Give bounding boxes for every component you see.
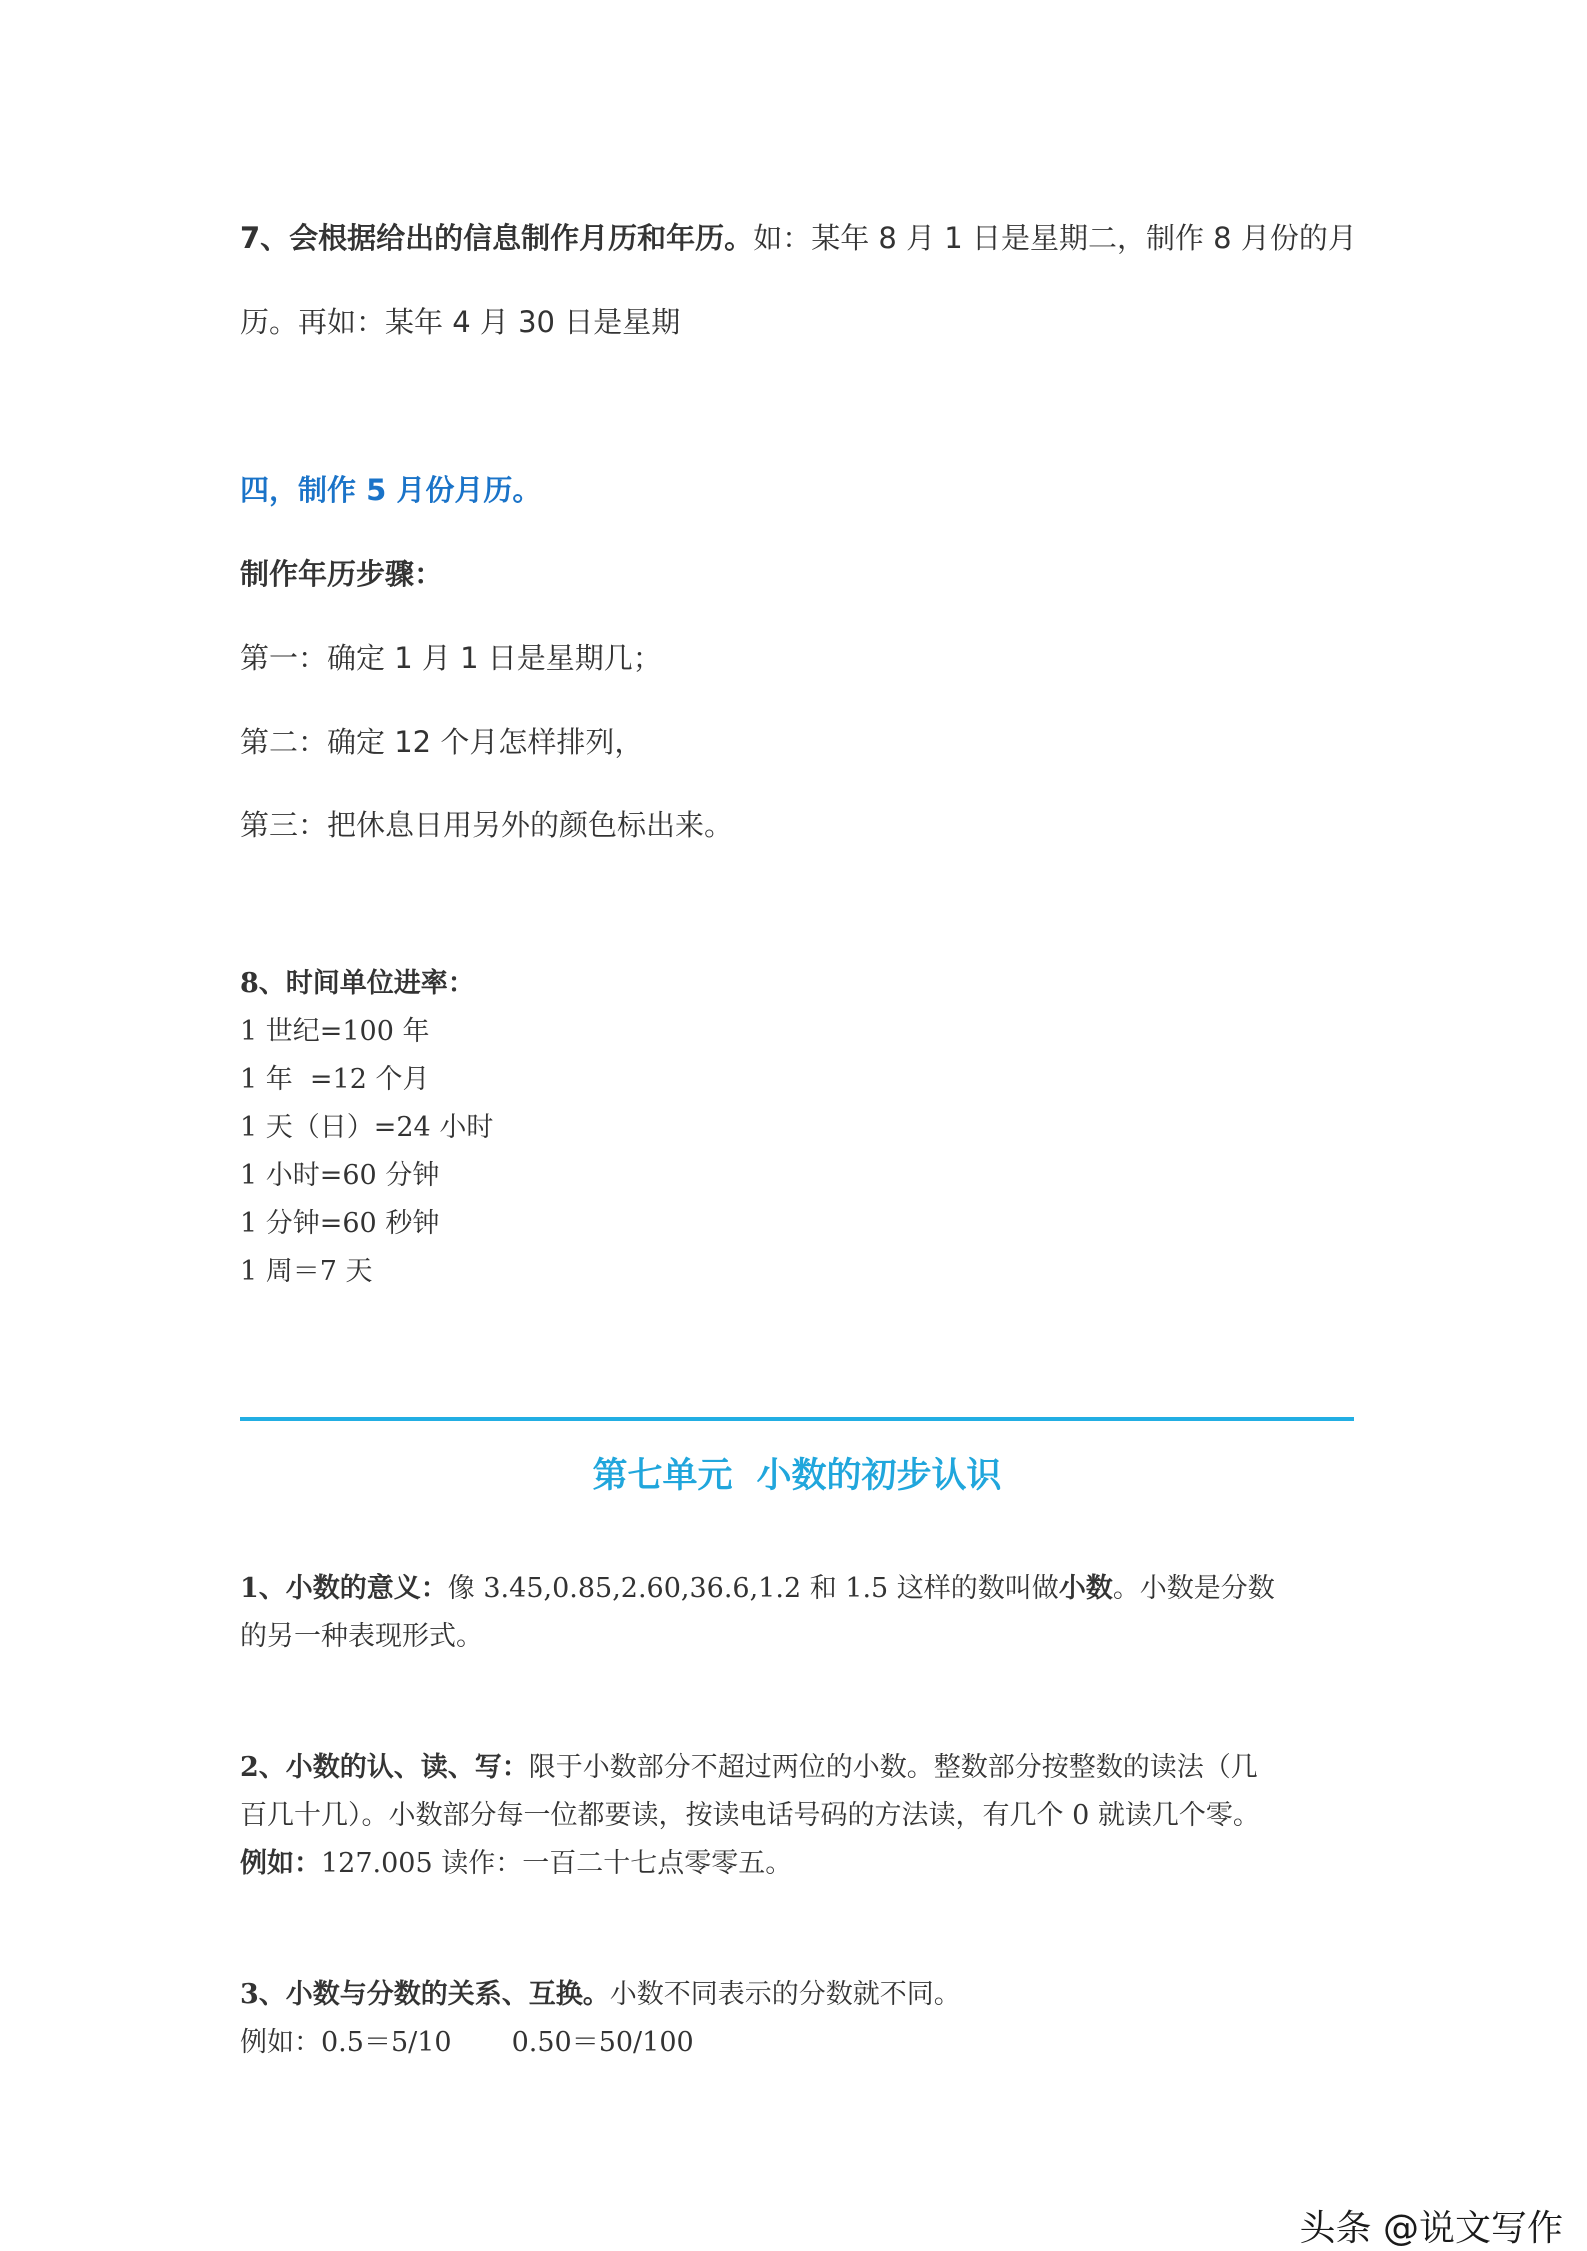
unit7-title-part2: 小数的初步认识	[756, 1456, 1002, 1496]
section4-heading: 四，制作 5 月份月历。	[240, 473, 542, 507]
item8-title: 8、时间单位进率：	[240, 968, 475, 999]
p1-line2: 的另一种表现形式。	[240, 1621, 483, 1652]
p2-line1	[240, 1745, 1258, 1784]
p2-bold: 2、小数的认、读、写：	[240, 1752, 529, 1783]
p1-rest-b: 。小数是分数	[1112, 1573, 1275, 1604]
item7-line1	[240, 216, 1357, 257]
p3-example-label: 例如：	[240, 2027, 321, 2058]
section-divider	[240, 1417, 1354, 1421]
watermark: 头条 @说文写作	[1299, 2208, 1563, 2249]
item7-line2: 历。再如：某年 4 月 30 日是星期	[240, 305, 681, 339]
p2-example	[240, 1841, 792, 1880]
p3-example-2: 0.50＝50/100	[511, 2027, 694, 2058]
rate-item: 1 天（日）=24 小时	[240, 1112, 494, 1143]
p1-line1	[240, 1566, 1275, 1605]
p3-example-1: 0.5＝5/10	[321, 2027, 452, 2058]
step-item: 第二：确定 12 个月怎样排列，	[240, 725, 644, 759]
rate-item: 1 世纪=100 年	[240, 1016, 430, 1047]
p2-line2: 百几十几）。小数部分每一位都要读，按读电话号码的方法读，有几个 0 就读几个零。	[240, 1800, 1260, 1831]
p1-bold: 1、小数的意义：	[240, 1573, 448, 1604]
p3-rest: 小数不同表示的分数就不同。	[609, 1979, 961, 2010]
unit7-title-part1: 第七单元	[592, 1456, 733, 1496]
step-item: 第一：确定 1 月 1 日是星期几；	[240, 641, 662, 675]
item7-bold: 7、会根据给出的信息制作月历和年历。	[240, 221, 754, 255]
p1-bold2: 小数	[1058, 1573, 1113, 1604]
rate-item: 1 小时=60 分钟	[240, 1160, 440, 1191]
p3-example	[240, 2020, 694, 2059]
item7-rest: 如：某年 8 月 1 日是星期二，制作 8 月份的月	[753, 221, 1357, 255]
steps-title: 制作年历步骤：	[240, 557, 444, 591]
rate-item: 1 分钟=60 秒钟	[240, 1208, 440, 1239]
p2-rest: 限于小数部分不超过两位的小数。整数部分按整数的读法（几	[528, 1752, 1258, 1783]
unit7-title	[240, 1448, 1354, 1498]
step-item: 第三：把休息日用另外的颜色标出来。	[240, 808, 734, 842]
rate-item: 1 周＝7 天	[240, 1256, 373, 1287]
p2-example-label: 例如：	[240, 1848, 321, 1879]
p1-rest-a: 像 3.45,0.85,2.60,36.6,1.2 和 1.5 这样的数叫做	[447, 1573, 1059, 1604]
p3-line1	[240, 1972, 961, 2011]
p2-example-text: 127.005 读作：一百二十七点零零五。	[321, 1848, 793, 1879]
rate-item: 1 年 =12 个月	[240, 1064, 430, 1095]
p3-bold: 3、小数与分数的关系、互换。	[240, 1979, 610, 2010]
